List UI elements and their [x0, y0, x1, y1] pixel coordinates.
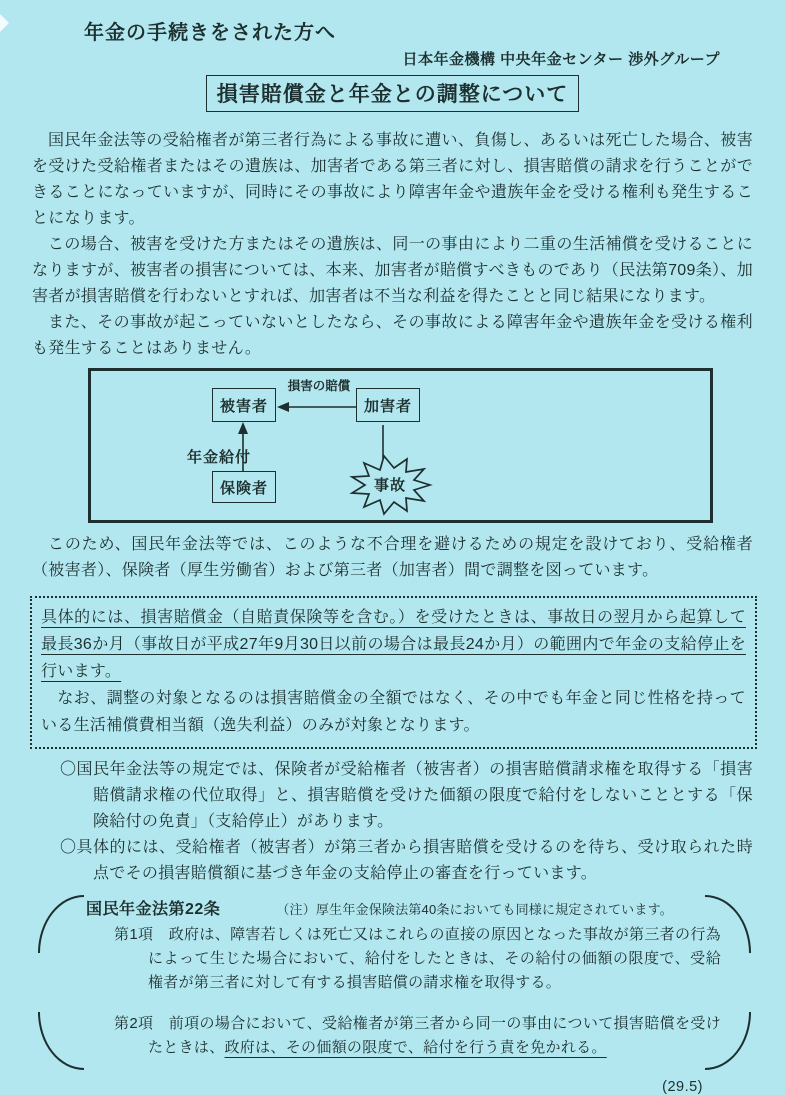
perpetrator-box: 加害者: [356, 388, 420, 422]
insurer-box: 保険者: [212, 471, 276, 503]
law-box-corner-bottom-left: [38, 1012, 84, 1070]
paragraph-intro: 国民年金法等の受給権者が第三者行為による事故に遭い、負傷し、あるいは死亡した場合、被害を受けた受給権者またはその遺族は、加害者である第三者に対し、損害賠償の請求を行うことができることになっていますが、同時にその事故により障害年金や遺族年金を受ける権利も発生することになります。: [32, 132, 753, 227]
paragraph-no-accident: また、その事故が起こっていないとしたなら、その事故による障害年金や遺族年金を受ける権利も発生することはありません。: [32, 314, 753, 357]
law-clause-2-prefix: 第2項 前項の場合において、受給権者が第三者から同一の事由について損害賠償を受けたときは、: [114, 1015, 721, 1056]
law-title: 国民年金法第22条: [86, 901, 221, 918]
highlight-underlined-text: 具体的には、損害賠償金（自賠責保険等を含む。）を受けたときは、事故日の翌月から起算して最長36か月（事故日が平成27年9月30日以前の場合は最長24か月）の範囲内で年金の支給停止を行います。: [41, 609, 746, 680]
page-header: 年金の手続きをされた方へ: [84, 22, 336, 44]
compensation-arrowhead: [277, 402, 289, 412]
org-line: 日本年金機構 中央年金センター 渉外グループ: [402, 51, 720, 68]
highlight-box: [30, 596, 757, 749]
accident-label: 事故: [373, 477, 406, 494]
law-box-corner-top-left: [38, 895, 84, 953]
paragraph-double-compensation: この場合、被害を受けた方またはその遺族は、同一の事由により二重の生活補償を受けることになりますが、被害者の損害については、本来、加害者が賠償すべきものであり（民法第709条）、加害者が損害賠償を行わないとすれば、加害者は不当な利益を得たことと同じ結果になります。: [32, 236, 753, 305]
highlight-underlined-paragraph: [41, 604, 746, 685]
title-row: [32, 75, 753, 115]
bullet-list: [32, 757, 753, 887]
footer-version: (29.5): [662, 1079, 703, 1095]
bullet-subrogation: 〇国民年金法等の規定では、保険者が受給権者（被害者）の損害賠償請求権を取得する「損害賠償請求権の代位取得」と、損害賠償を受けた価額の限度で給付をしないこととする「保険給付の免責」（支給停止）があります。: [60, 761, 753, 830]
law-box-corner-top-right: [705, 895, 751, 953]
law-box-corner-bottom-right: [705, 1012, 751, 1070]
law-note: （注）厚生年金保険法第40条においても同様に規定されています。: [276, 902, 673, 917]
victim-box: 被害者: [212, 388, 276, 422]
law-clause-2-emphasis: 政府は、その価額の限度で、給付を行う責を免かれる。: [224, 1039, 607, 1056]
highlight-note-text: なお、調整の対象となるのは損害賠償金の全額ではなく、その中でも年金と同じ性格を持っている生活補償費相当額（逸失利益）のみが対象となります。: [41, 690, 746, 734]
scan-artifact: [0, 14, 9, 32]
damage-compensation-label: 損害の賠償: [287, 379, 351, 393]
law-clause-1: 第1項 政府は、障害若しくは死亡又はこれらの直接の原因となった事故が第三者の行為によって生じた場合において、給付をしたときは、その給付の価額の限度で、受給権者が第三者に対して有する損害賠償の請求権を取得する。: [114, 926, 721, 991]
pension-benefit-label: 年金給付: [187, 449, 252, 466]
relationship-diagram: [88, 368, 713, 523]
pension-arrowhead: [238, 422, 248, 434]
law-clause-2: [114, 1012, 721, 1060]
law-heading-row: [86, 898, 721, 922]
law-box: [38, 895, 751, 1070]
paragraph-adjustment: このため、国民年金法等では、このような不合理を避けるための規定を設けており、受給権者（被害者）、保険者（厚生労働省）および第三者（加害者）間で調整を図っています。: [32, 536, 753, 579]
bullet-procedure: 〇具体的には、受給権者（被害者）が第三者から損害賠償を受けるのを待ち、受け取られた時点でその損害賠償額に基づき年金の支給停止の審査を行っています。: [60, 839, 753, 882]
page-title: 損害賠償金と年金との調整について: [206, 75, 580, 112]
